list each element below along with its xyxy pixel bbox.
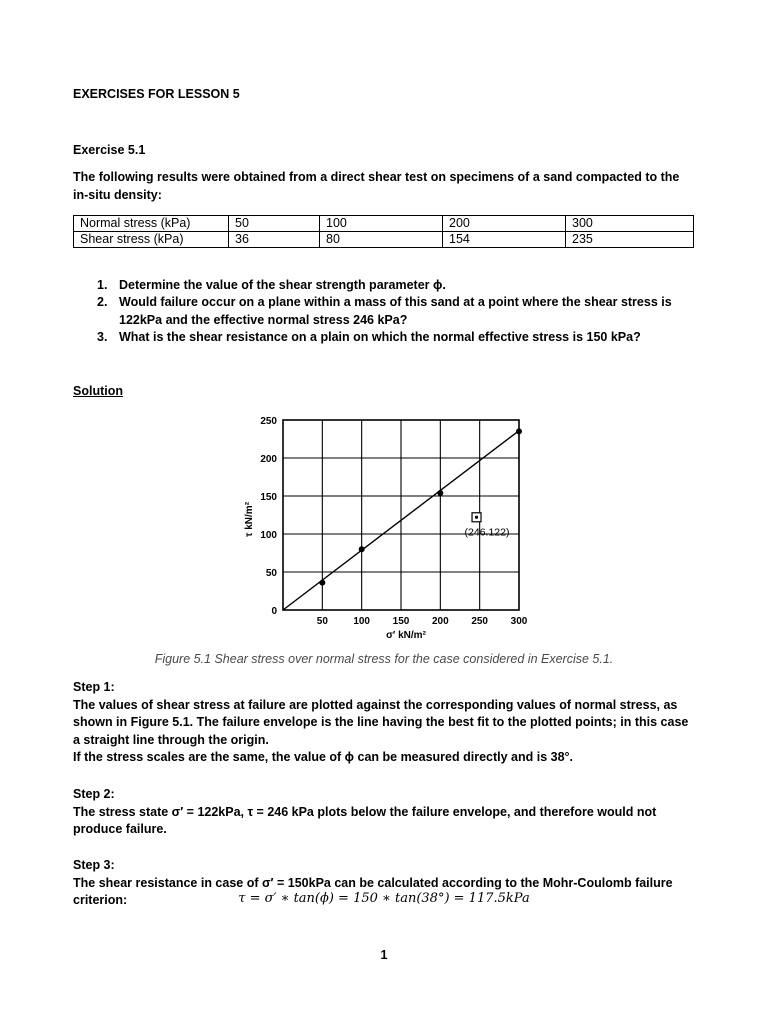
question-number: 3. [97,330,108,344]
step-text: The values of shear stress at failure are plotted against the corresponding values of normal stress, as shown in Figure 5.1. The failure envelope is the line having the best fit to the plotted points; in this case a straight line through the origin. [73,697,689,747]
step-text: If the stress scales are the same, the value of ϕ can be measured directly and is 38°. [73,750,574,764]
solution-label: Solution [73,384,123,398]
page-heading: EXERCISES FOR LESSON 5 [73,87,240,101]
table-cell: 80 [320,232,443,248]
check-point-annotation: (246.122) [464,526,510,539]
intro-paragraph: The following results were obtained from a direct shear test on specimens of a sand compacted to the in-situ density: [73,170,680,202]
question-number: 2. [97,295,108,309]
test-results-table [73,215,694,248]
page-number: 1 [380,948,388,962]
step-2 [73,786,698,839]
table-cell: 36 [229,232,320,248]
x-tick-label: 150 [392,616,410,627]
step-text: The stress state σ′ = 122kPa, τ = 246 kPa plots below the failure envelope, and therefore would not produce failure. [73,804,657,836]
y-tick-label: 200 [260,454,277,465]
table-cell: 154 [443,232,566,248]
chart-grid [283,420,519,610]
x-tick-label: 250 [471,616,489,627]
step-label: Step 2: [73,787,115,801]
question-number: 1. [97,278,108,292]
table-row [74,232,694,248]
data-point [437,490,443,496]
table-cell: 100 [320,216,443,232]
question-text: Determine the value of the shear strength parameter ϕ. [119,278,446,292]
x-tick-label: 300 [510,616,528,627]
y-tick-label: 50 [265,568,277,579]
table-row-label: Shear stress (kPa) [74,232,229,248]
x-tick-label: 200 [431,616,449,627]
y-tick-label: 0 [271,606,277,617]
table-cell: 235 [566,232,694,248]
y-tick-label: 150 [260,492,277,503]
data-point [359,546,365,552]
figure-caption: Figure 5.1 Shear stress over normal stress for the case considered in Exercise 5.1. [154,652,614,666]
question-text: What is the shear resistance on a plain on which the normal effective stress is 150 kPa? [119,330,641,344]
table-cell: 300 [566,216,694,232]
table-cell: 200 [443,216,566,232]
step-label: Step 1: [73,680,115,694]
data-point [319,580,325,586]
question-item [97,277,697,295]
question-item [97,294,697,329]
step-1 [73,679,698,767]
x-tick-label: 100 [353,616,371,627]
x-axis-label: σ′ kN/m² [386,630,426,641]
x-tick-label: 50 [316,616,328,627]
question-text: Would failure occur on a plane within a mass of this sand at a point where the shear stress is 122kPa and the effective normal stress 246 kPa? [119,295,672,327]
table-cell: 50 [229,216,320,232]
check-point-dot [475,516,478,519]
table-row [74,216,694,232]
y-tick-label: 100 [260,530,277,541]
table-row-label: Normal stress (kPa) [74,216,229,232]
y-axis-label: τ kN/m² [244,501,255,537]
y-axis-ticks [260,416,277,617]
data-point [516,428,522,434]
step-label: Step 3: [73,858,115,872]
shear-stress-chart [230,405,540,645]
y-tick-label: 250 [260,416,277,427]
formula: τ = σ′ ∗ tan(ϕ) = 150 ∗ tan(38°) = 117.5kPa [238,891,530,906]
step-text: The shear resistance in case of σ′ = 150kPa can be calculated according to the Mohr-Coulomb failure criterion: [73,875,673,907]
exercise-title: Exercise 5.1 [73,143,146,157]
question-item [97,329,697,347]
x-axis-ticks [317,616,528,627]
